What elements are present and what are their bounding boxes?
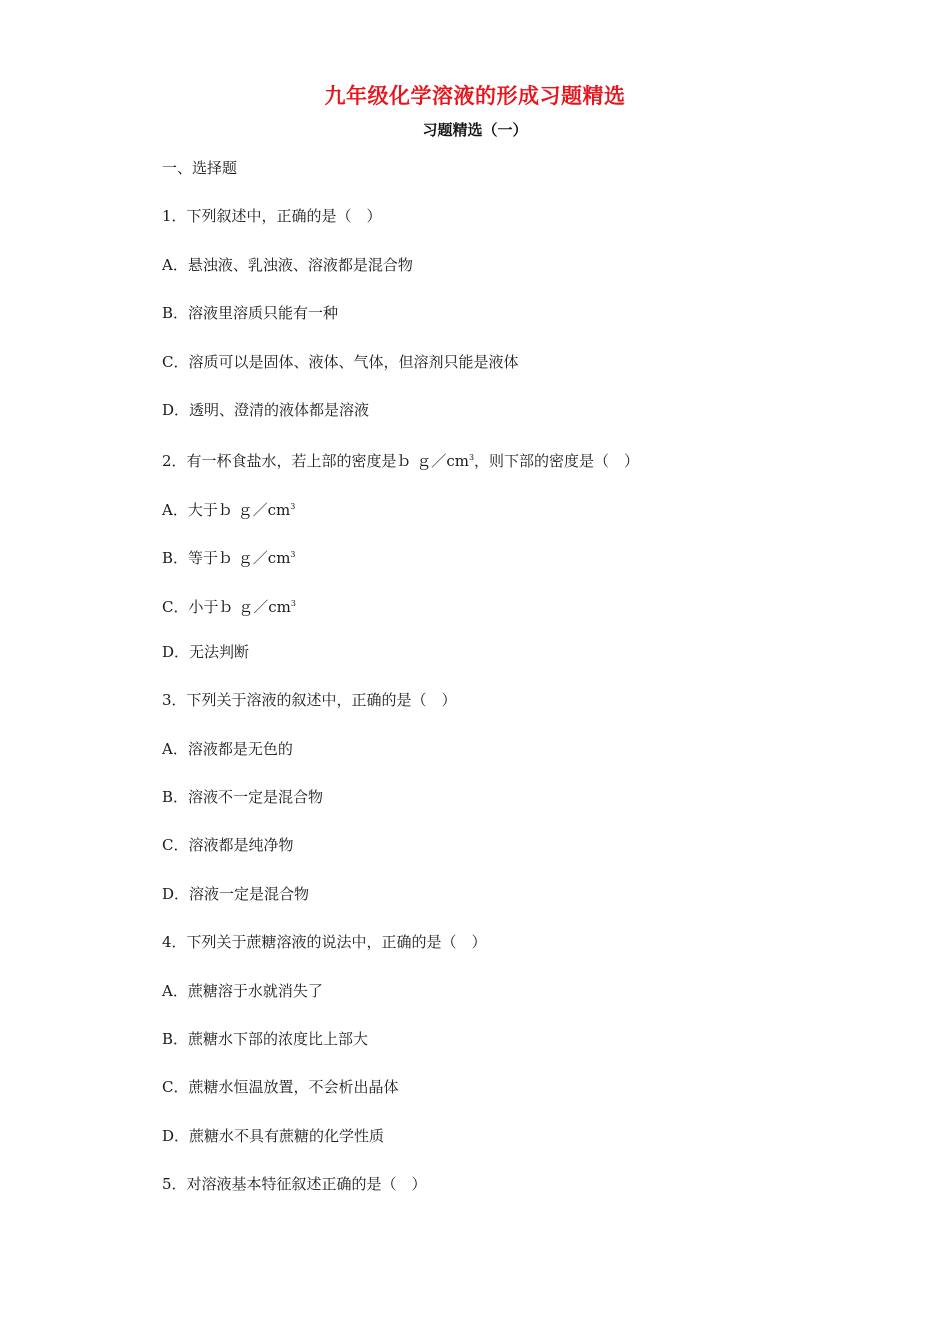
option-4b: B．蔗糖水下部的浓度比上部大 <box>162 1030 369 1049</box>
superscript: 3 <box>290 598 296 608</box>
option-2b <box>162 544 802 592</box>
superscript: 3 <box>468 453 475 463</box>
superscript: 3 <box>290 550 296 560</box>
option-4c: C．蔗糖水恒温放置，不会析出晶体 <box>162 1078 399 1097</box>
option-3d: D．溶液一定是混合物 <box>162 884 310 903</box>
question-4: 4．下列关于蔗糖溶液的说法中，正确的是（ ） <box>162 933 487 952</box>
option-2b-text: B．等于ｂ ｇ／cm <box>162 549 291 568</box>
question-2-tail: ，则下部的密度是（ ） <box>474 452 640 471</box>
option-1a: A．悬浊液、乳浊液、溶液都是混合物 <box>162 255 413 274</box>
section-heading: 一、选择题 <box>162 159 238 177</box>
question-list <box>162 157 802 1222</box>
option-2c <box>162 593 802 641</box>
question-5: 5．对溶液基本特征叙述正确的是（ ） <box>162 1175 427 1194</box>
option-3a: A．溶液都是无色的 <box>162 739 293 758</box>
document-subtitle: 习题精选（一） <box>422 121 528 139</box>
option-2d: D．无法判断 <box>162 642 250 661</box>
question-1: 1．下列叙述中，正确的是（ ） <box>162 207 382 226</box>
option-1c: C．溶质可以是固体、液体、气体，但溶剂只能是液体 <box>162 352 519 371</box>
option-1b: B．溶液里溶质只能有一种 <box>162 304 339 323</box>
question-3: 3．下列关于溶液的叙述中，正确的是（ ） <box>162 691 457 710</box>
question-2-text: 2．有一杯食盐水，若上部的密度是ｂ ｇ／cm <box>162 452 469 471</box>
document-title: 九年级化学溶液的形成习题精选 <box>324 84 626 108</box>
option-2a-text: A．大于ｂ ｇ／cm <box>162 500 291 519</box>
superscript: 3 <box>290 501 296 511</box>
option-4d: D．蔗糖水不具有蔗糖的化学性质 <box>162 1126 385 1145</box>
question-2 <box>162 447 802 495</box>
option-1d: D．透明、澄清的液体都是溶液 <box>162 400 370 419</box>
option-2a <box>162 496 802 544</box>
option-3b: B．溶液不一定是混合物 <box>162 788 324 807</box>
option-4a: A．蔗糖溶于水就消失了 <box>162 981 323 1000</box>
option-3c: C．溶液都是纯净物 <box>162 836 294 855</box>
option-2c-text: C．小于ｂ ｇ／cm <box>162 597 291 616</box>
